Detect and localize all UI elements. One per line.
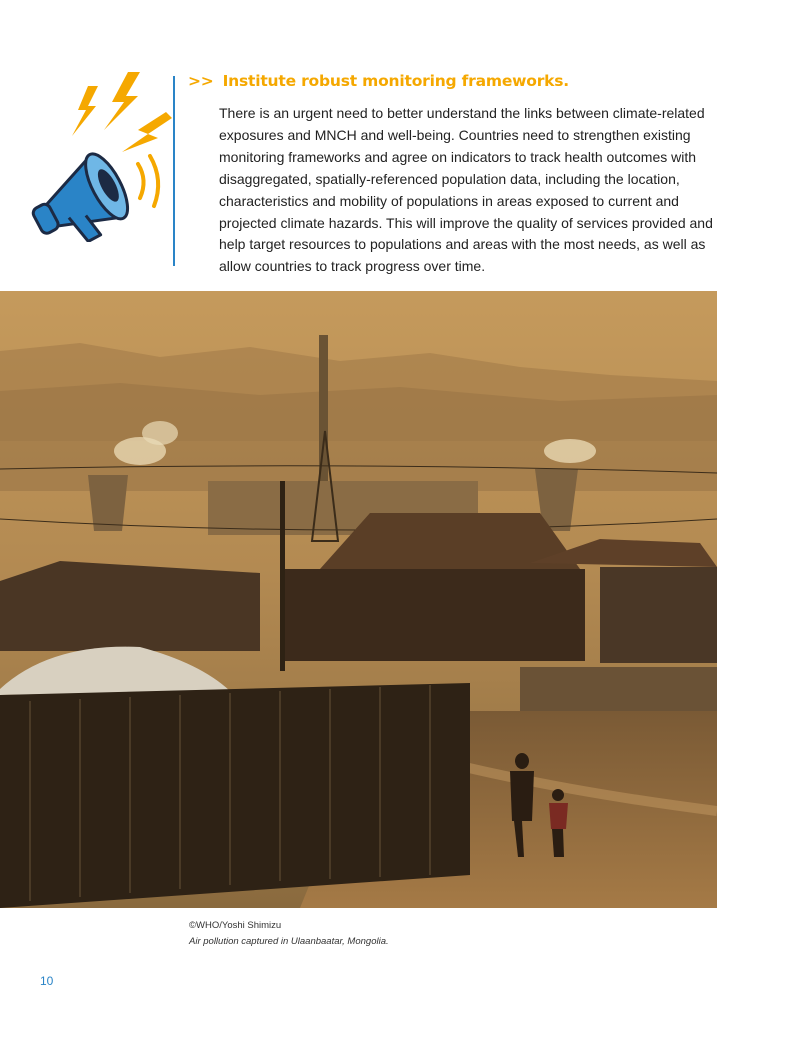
body-paragraph: There is an urgent need to better understand the links between climate-related exposures and MNCH and well-being. Countries need to strengthen existing monitoring frameworks and agree on indicators to track health outcomes with disaggregated, spatially-referenced population data, including the location, characteristics and mobility of populations in areas exposed to current and projected climate hazards. This will improve the quality of services provided and help target resources to populations and areas with the most needs, as well as allow countries to track progress over time.: [219, 105, 713, 275]
photo: [0, 291, 717, 908]
page-number: 10: [40, 974, 54, 988]
chevron-marker: >>: [188, 72, 214, 90]
megaphone-icon: [26, 72, 172, 242]
section-heading: [188, 72, 569, 90]
photo-caption: Air pollution captured in Ulaanbaatar, Mongolia.: [189, 936, 389, 947]
heading-title: Institute robust monitoring frameworks.: [222, 72, 569, 90]
vertical-rule: [173, 76, 175, 266]
photo-credit: ©WHO/Yoshi Shimizu: [189, 920, 282, 931]
